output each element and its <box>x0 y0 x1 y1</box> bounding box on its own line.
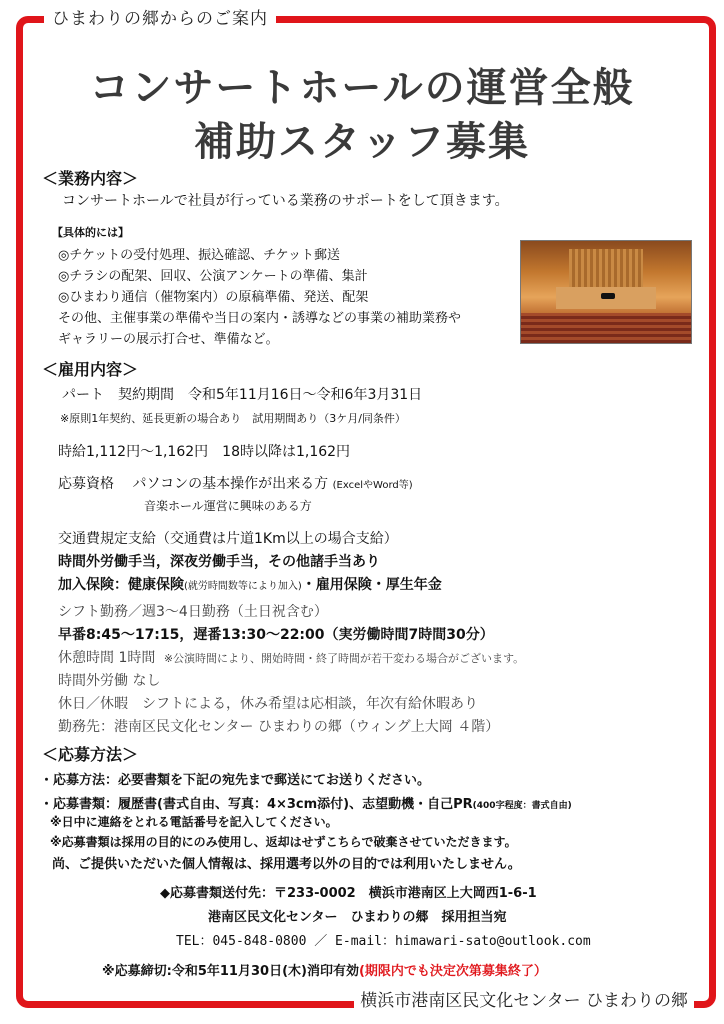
contact-info: TEL：045-848-0800 ／ E-mail：himawari-sato@outlook.com <box>176 934 591 949</box>
qualification-main: パソコンの基本操作が出来る方 <box>132 476 329 492</box>
insurance-small: (就労時間数等により加入) <box>184 581 302 592</box>
overtime-info: 時間外労働 なし <box>58 673 161 689</box>
qualification-small: (ExcelやWord等) <box>332 480 413 491</box>
contract-note: ※原則1年契約、延長更新の場合あり 試用期間あり（3ケ月/同条件） <box>60 412 406 425</box>
mailing-address: ◆応募書類送付先：〒233-0002 横浜市港南区上大岡西1-6-1 <box>160 886 537 901</box>
organ-pipes-graphic <box>569 249 643 289</box>
qualification-sub: 音楽ホール運営に興味のある方 <box>144 499 312 513</box>
apply-heading: ＜応募方法＞ <box>42 745 139 764</box>
duty-item: ◎チケットの受付処理、振込確認、チケット郵送 <box>58 248 341 263</box>
apply-docs: ・応募書類：履歴書(書式自由、写真：4×3cm添付)、志望動機・自己PR <box>40 797 473 812</box>
duty-item: ギャラリーの展示打合せ、準備など。 <box>58 332 279 347</box>
mailing-recipient: 港南区民文化センター ひまわりの郷 採用担当宛 <box>208 910 507 925</box>
insurance-b: ・雇用保険・厚生年金 <box>301 577 442 593</box>
insurance-row <box>58 574 442 594</box>
page-title-line1: コンサートホールの運営全般 <box>89 65 635 111</box>
break-time: 休憩時間 1時間 <box>58 650 156 666</box>
deadline-row <box>102 960 547 979</box>
duties-summary: コンサートホールで社員が行っている業務のサポートをして頂きます。 <box>62 193 509 209</box>
duty-item: その他、主催事業の準備や当日の案内・誘導などの事業の補助業務や <box>58 311 462 326</box>
apply-docs-small: (400字程度：書式自由) <box>472 801 572 811</box>
hourly-wage: 時給1,112円～1,162円 18時以降は1,162円 <box>58 444 351 460</box>
duties-detail-label: 【具体的には】 <box>52 226 129 239</box>
header-org: ひまわりの郷からのご案内 <box>44 4 276 29</box>
holidays-info: 休日／休暇 シフトによる，休み希望は応相談，年次有給休暇あり <box>58 696 478 712</box>
qualification-label: 応募資格 <box>58 476 114 492</box>
apply-note-phone: ※日中に連絡をとれる電話番号を記入してください。 <box>50 815 338 829</box>
shift-info: シフト勤務／週3～4日勤務（土日祝含む） <box>58 604 328 620</box>
apply-note-docs: ※応募書類は採用の目的にのみ使用し、返却はせずこちらで破棄させていただきます。 <box>50 835 517 849</box>
concert-hall-photo <box>520 240 692 344</box>
workplace-info: 勤務先：港南区民文化センター ひまわりの郷（ウィング上大岡 ４階） <box>58 719 500 735</box>
apply-docs-row <box>40 793 572 812</box>
deadline-red-note: (期限内でも決定次第募集終了） <box>358 964 547 979</box>
other-allowances: 時間外労働手当，深夜労働手当，その他諸手当あり <box>58 554 380 570</box>
piano-graphic <box>601 293 615 299</box>
qualification-row <box>58 473 413 493</box>
insurance-a: 加入保険：健康保険 <box>58 577 184 593</box>
contract-period: パート 契約期間 令和5年11月16日～令和6年3月31日 <box>62 387 423 403</box>
break-note: ※公演時間により、開始時間・終了時間が若干変わる場合がございます。 <box>163 652 525 665</box>
page-title-line2: 補助スタッフ募集 <box>194 119 530 165</box>
working-hours: 早番8:45～17:15，遅番13:30～22:00（実労働時間7時間30分） <box>58 627 494 643</box>
duty-item: ◎ひまわり通信（催物案内）の原稿準備、発送、配架 <box>58 290 369 305</box>
duties-heading: ＜業務内容＞ <box>42 169 139 188</box>
deadline: ※応募締切:令和5年11月30日(木)消印有効 <box>102 964 359 979</box>
seats-graphic <box>521 313 691 343</box>
duty-item: ◎チラシの配架、回収、公演アンケートの準備、集計 <box>58 269 368 284</box>
transport-allowance: 交通費規定支給（交通費は片道1Km以上の場合支給） <box>58 531 398 547</box>
footer-org: 横浜市港南区民文化センター ひまわりの郷 <box>354 986 694 1011</box>
apply-privacy-note: 尚、ご提供いただいた個人情報は、採用選考以外の目的では利用いたしません。 <box>52 857 521 872</box>
employment-heading: ＜雇用内容＞ <box>42 360 139 379</box>
break-row <box>58 647 524 667</box>
apply-method: ・応募方法：必要書類を下記の宛先まで郵送にてお送りください。 <box>40 773 431 788</box>
